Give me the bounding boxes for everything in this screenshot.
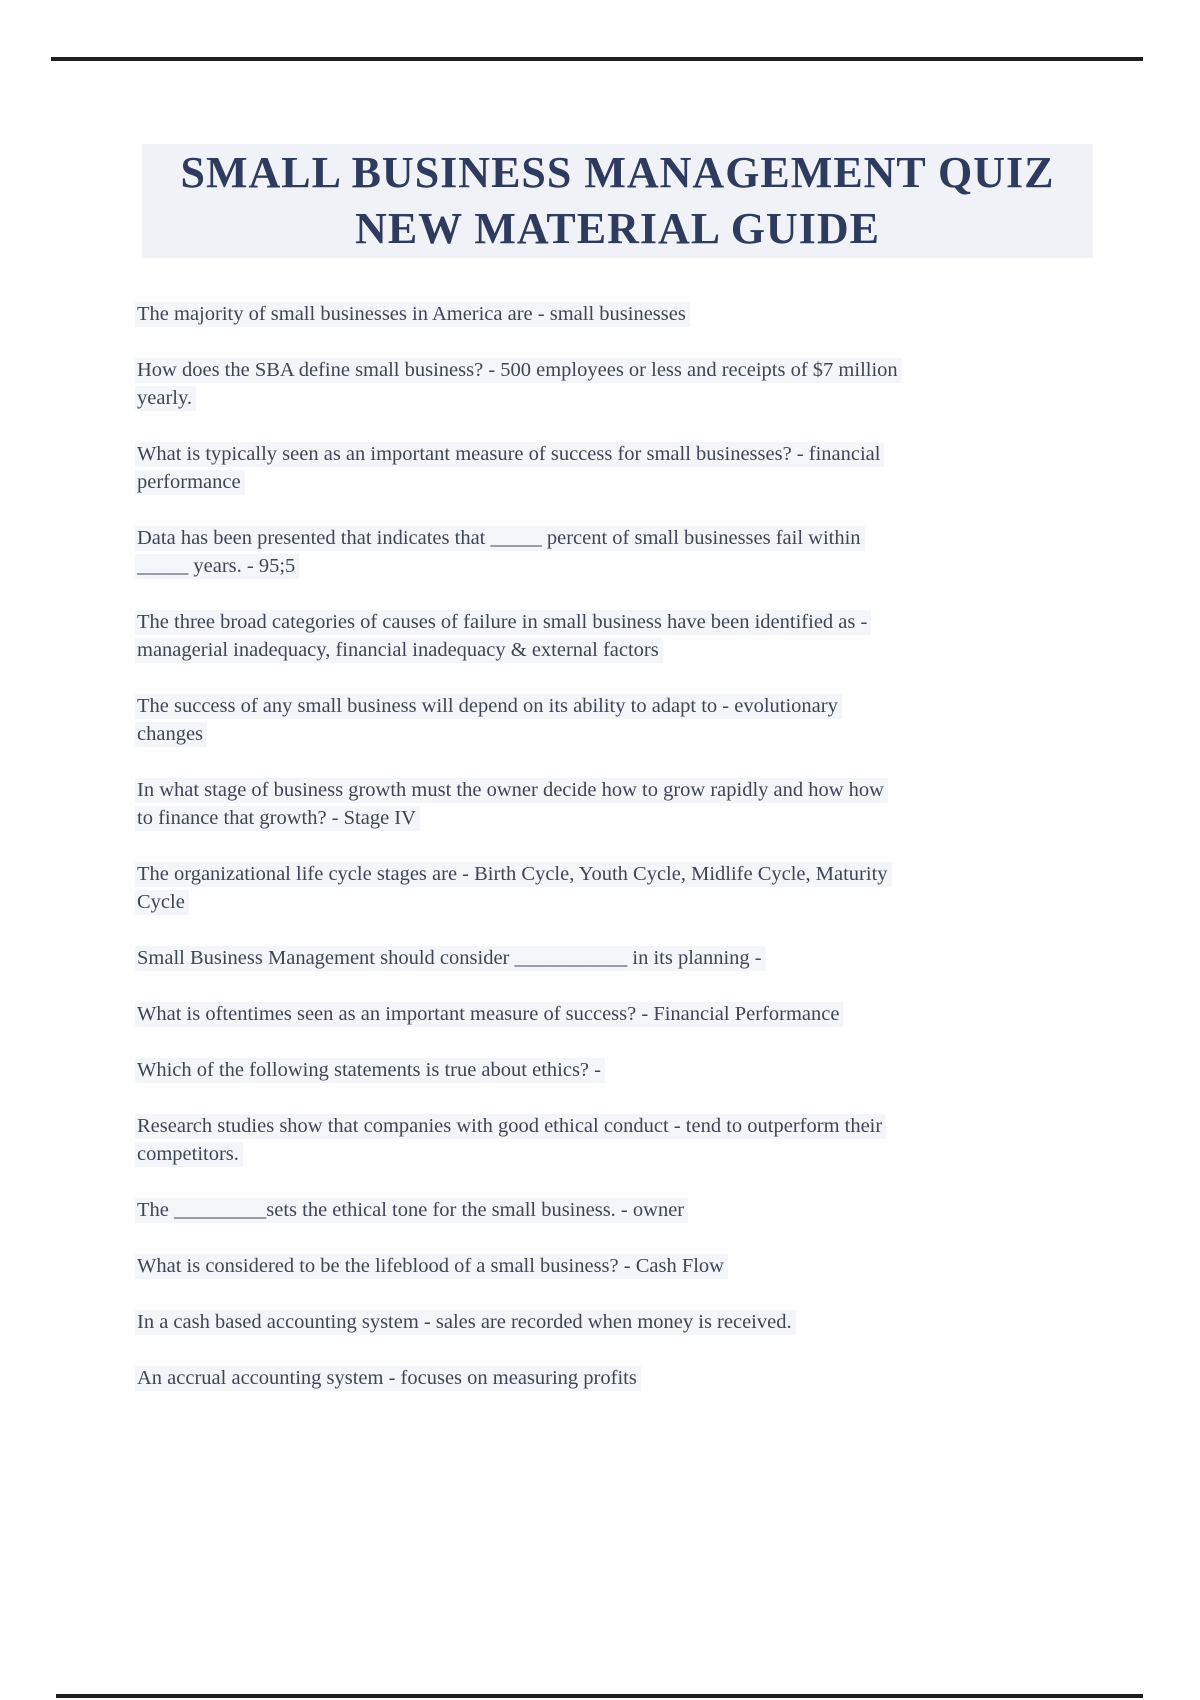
bottom-rule xyxy=(56,1694,1143,1698)
paragraph-line xyxy=(135,1000,1015,1028)
paragraph-line xyxy=(135,1252,1015,1280)
highlighted-text: Cycle xyxy=(135,890,189,915)
paragraph-line xyxy=(135,384,1015,412)
paragraph xyxy=(135,1252,1015,1280)
paragraph-line xyxy=(135,552,1015,580)
highlighted-text: Data has been presented that indicates that _____ percent of small businesses fail within xyxy=(135,526,865,551)
highlighted-text: In a cash based accounting system - sales are recorded when money is received. xyxy=(135,1310,796,1335)
highlighted-text: yearly. xyxy=(135,386,196,411)
paragraph-line xyxy=(135,888,1015,916)
highlighted-text: What is typically seen as an important measure of success for small businesses? - financial xyxy=(135,442,884,467)
top-rule xyxy=(51,57,1143,61)
paragraph xyxy=(135,524,1015,580)
highlighted-text: What is considered to be the lifeblood of a small business? - Cash Flow xyxy=(135,1254,728,1279)
paragraph xyxy=(135,944,1015,972)
highlighted-text: competitors. xyxy=(135,1142,243,1167)
highlighted-text: The _________sets the ethical tone for the small business. - owner xyxy=(135,1198,688,1223)
paragraph xyxy=(135,1056,1015,1084)
paragraph-line xyxy=(135,1196,1015,1224)
paragraph-line xyxy=(135,944,1015,972)
paragraph xyxy=(135,1112,1015,1168)
paragraph-line xyxy=(135,1364,1015,1392)
highlighted-text: Which of the following statements is true about ethics? - xyxy=(135,1058,605,1083)
paragraph-line xyxy=(135,1140,1015,1168)
highlighted-text: Research studies show that companies with good ethical conduct - tend to outperform their xyxy=(135,1114,886,1139)
highlighted-text: What is oftentimes seen as an important measure of success? - Financial Performance xyxy=(135,1002,843,1027)
highlighted-text: The three broad categories of causes of failure in small business have been identified as - xyxy=(135,610,871,635)
paragraph-line xyxy=(135,440,1015,468)
paragraph xyxy=(135,1308,1015,1336)
highlighted-text: _____ years. - 95;5 xyxy=(135,554,299,579)
highlighted-text: performance xyxy=(135,470,245,495)
paragraph xyxy=(135,1364,1015,1392)
title-block xyxy=(142,144,1093,258)
highlighted-text: managerial inadequacy, financial inadequacy & external factors xyxy=(135,638,663,663)
paragraph xyxy=(135,300,1015,328)
highlighted-text: The success of any small business will depend on its ability to adapt to - evolutionary xyxy=(135,694,842,719)
highlighted-text: The organizational life cycle stages are - Birth Cycle, Youth Cycle, Midlife Cycle, Maturity xyxy=(135,862,892,887)
document-title-line1: SMALL BUSINESS MANAGEMENT QUIZ xyxy=(180,148,1055,197)
paragraph-line xyxy=(135,524,1015,552)
paragraph-line xyxy=(135,1056,1015,1084)
paragraph-line xyxy=(135,300,1015,328)
document-title-line2: NEW MATERIAL GUIDE xyxy=(355,204,880,253)
paragraph-line xyxy=(135,720,1015,748)
highlighted-text: Small Business Management should consider ___________ in its planning - xyxy=(135,946,766,971)
paragraph-line xyxy=(135,692,1015,720)
document-body xyxy=(135,300,1015,1420)
paragraph-line xyxy=(135,608,1015,636)
highlighted-text: In what stage of business growth must the owner decide how to grow rapidly and how how xyxy=(135,778,888,803)
paragraph xyxy=(135,860,1015,916)
paragraph-line xyxy=(135,1308,1015,1336)
paragraph-line xyxy=(135,1112,1015,1140)
paragraph xyxy=(135,1000,1015,1028)
paragraph xyxy=(135,608,1015,664)
paragraph-line xyxy=(135,356,1015,384)
paragraph-line xyxy=(135,804,1015,832)
paragraph-line xyxy=(135,468,1015,496)
highlighted-text: The majority of small businesses in America are - small businesses xyxy=(135,302,690,327)
paragraph-line xyxy=(135,860,1015,888)
highlighted-text: changes xyxy=(135,722,207,747)
paragraph xyxy=(135,440,1015,496)
paragraph xyxy=(135,356,1015,412)
paragraph xyxy=(135,776,1015,832)
paragraph xyxy=(135,1196,1015,1224)
paragraph-line xyxy=(135,636,1015,664)
highlighted-text: How does the SBA define small business? - 500 employees or less and receipts of $7 million xyxy=(135,358,902,383)
highlighted-text: to finance that growth? - Stage IV xyxy=(135,806,420,831)
paragraph-line xyxy=(135,776,1015,804)
highlighted-text: An accrual accounting system - focuses on measuring profits xyxy=(135,1366,641,1391)
paragraph xyxy=(135,692,1015,748)
